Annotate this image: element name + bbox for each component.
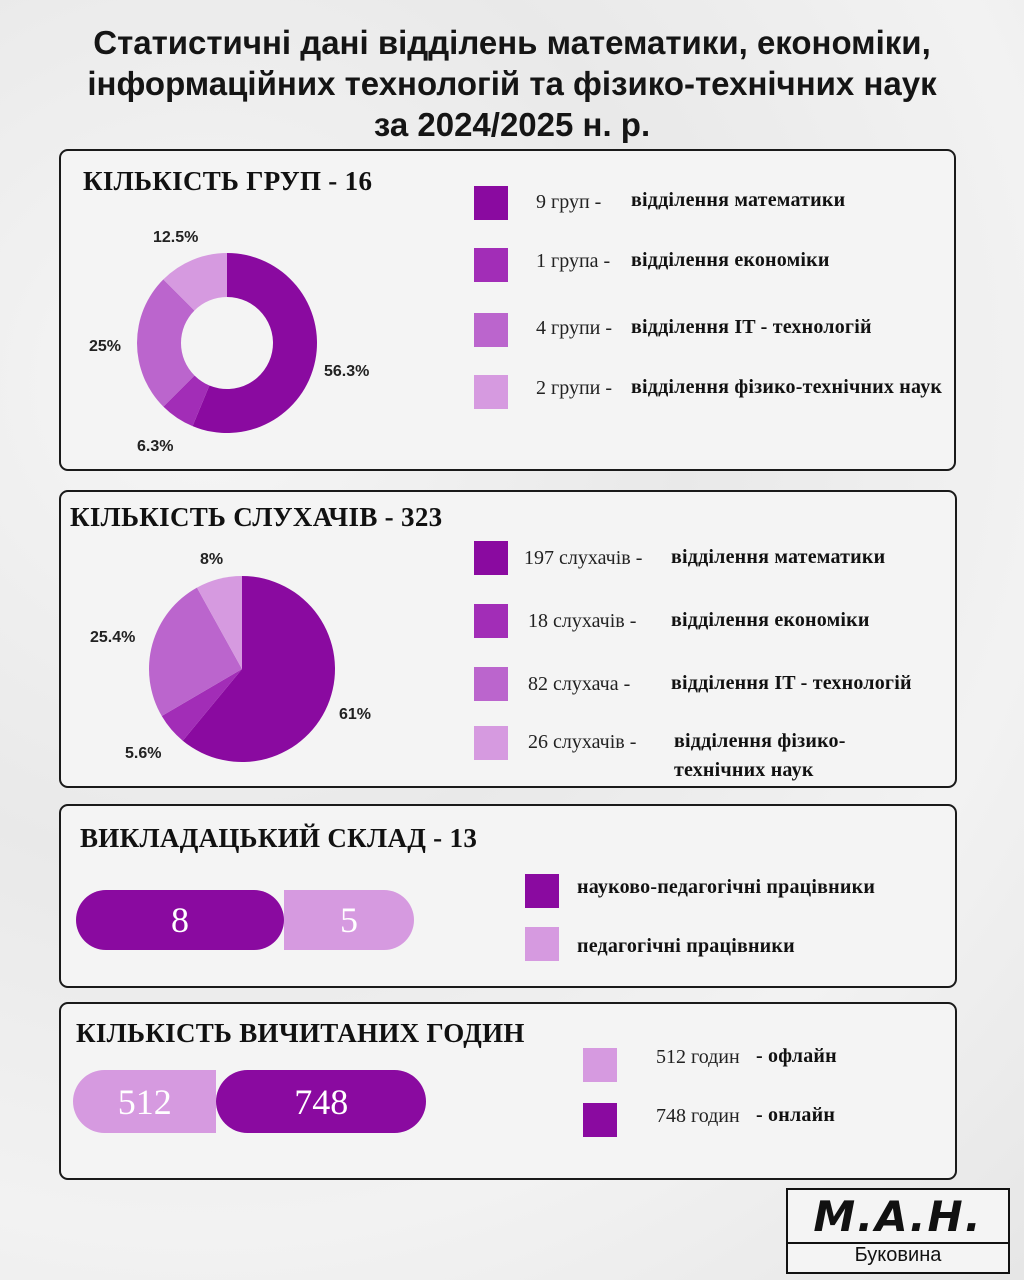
- legend-swatch-scientific: [525, 874, 559, 908]
- legend-count: 82 слухача -: [528, 673, 631, 695]
- legend-name: науково-педагогічні працівники: [577, 876, 876, 898]
- legend-name: відділення математики: [671, 546, 886, 568]
- students-panel: [59, 490, 957, 788]
- logo-mark: М.А.Н.: [788, 1190, 1008, 1244]
- legend-count: 1 група -: [536, 250, 611, 272]
- students-pct-label: 61%: [339, 706, 372, 723]
- legend-name: - офлайн: [756, 1045, 837, 1067]
- legend-swatch-offline: [583, 1048, 617, 1082]
- legend-swatch-online: [583, 1103, 617, 1137]
- legend-name: відділення економіки: [631, 249, 830, 271]
- legend-swatch-math: [474, 186, 508, 220]
- hours-bar-segment-offline: 512: [73, 1070, 216, 1133]
- hours-panel: [59, 1002, 957, 1180]
- title-line-3: за 2024/2025 н. р.: [373, 106, 651, 143]
- legend-count: 197 слухачів -: [524, 547, 643, 569]
- legend-swatch-math: [474, 541, 508, 575]
- groups-heading: КІЛЬКІСТЬ ГРУП - 16: [83, 166, 373, 196]
- legend-swatch-it: [474, 667, 508, 701]
- legend-swatch-pedagogical: [525, 927, 559, 961]
- staff-bar-segment-pedagogical: 5: [284, 890, 414, 950]
- groups-panel: [59, 149, 956, 471]
- title-line-1: Статистичні дані відділень математики, економіки,: [93, 24, 931, 61]
- legend-count: 9 груп -: [536, 191, 602, 213]
- legend-count: 18 слухачів -: [528, 610, 637, 632]
- groups-pct-label: 12.5%: [153, 229, 199, 246]
- hours-bar-segment-online: 748: [216, 1070, 426, 1133]
- students-pct-label: 5.6%: [125, 745, 162, 762]
- staff-heading: ВИКЛАДАЦЬКИЙ СКЛАД - 13: [80, 823, 478, 853]
- legend-name: - онлайн: [756, 1104, 836, 1126]
- legend-count: 2 групи -: [536, 377, 613, 399]
- legend-name: відділення фізико-технічних наук: [674, 730, 846, 781]
- staff-bar-segment-scientific: 8: [76, 890, 284, 950]
- students-pct-label: 25.4%: [90, 629, 136, 646]
- legend-name: відділення IT - технологій: [671, 672, 912, 694]
- students-heading: КІЛЬКІСТЬ СЛУХАЧІВ - 323: [70, 502, 443, 532]
- legend-swatch-phys: [474, 375, 508, 409]
- legend-count: 4 групи -: [536, 317, 613, 339]
- page-title: [0, 22, 1024, 145]
- groups-pct-label: 6.3%: [137, 438, 174, 455]
- hours-stacked-bar: [73, 1070, 426, 1133]
- legend-count: 748 годин: [656, 1105, 740, 1127]
- man-logo: [786, 1188, 1010, 1274]
- staff-stacked-bar: [76, 890, 414, 950]
- staff-panel: [59, 804, 957, 988]
- students-pct-label: 8%: [200, 551, 224, 568]
- legend-count: 26 слухачів -: [528, 731, 637, 753]
- legend-swatch-phys: [474, 726, 508, 760]
- legend-swatch-econ: [474, 248, 508, 282]
- legend-name: педагогічні працівники: [577, 935, 795, 957]
- legend-name: відділення фізико-технічних наук: [631, 376, 943, 398]
- legend-name: відділення IT - технологій: [631, 316, 872, 338]
- legend-name: відділення математики: [631, 189, 846, 211]
- title-line-2: інформаційних технологій та фізико-технічних наук: [87, 65, 937, 102]
- groups-pct-label: 56.3%: [324, 363, 370, 380]
- hours-heading: КІЛЬКІСТЬ ВИЧИТАНИХ ГОДИН: [76, 1018, 525, 1048]
- groups-pct-label: 25%: [89, 338, 122, 355]
- legend-count: 512 годин: [656, 1046, 740, 1068]
- legend-name: відділення економіки: [671, 609, 870, 631]
- legend-swatch-it: [474, 313, 508, 347]
- legend-swatch-econ: [474, 604, 508, 638]
- logo-subtitle: Буковина: [854, 1244, 942, 1266]
